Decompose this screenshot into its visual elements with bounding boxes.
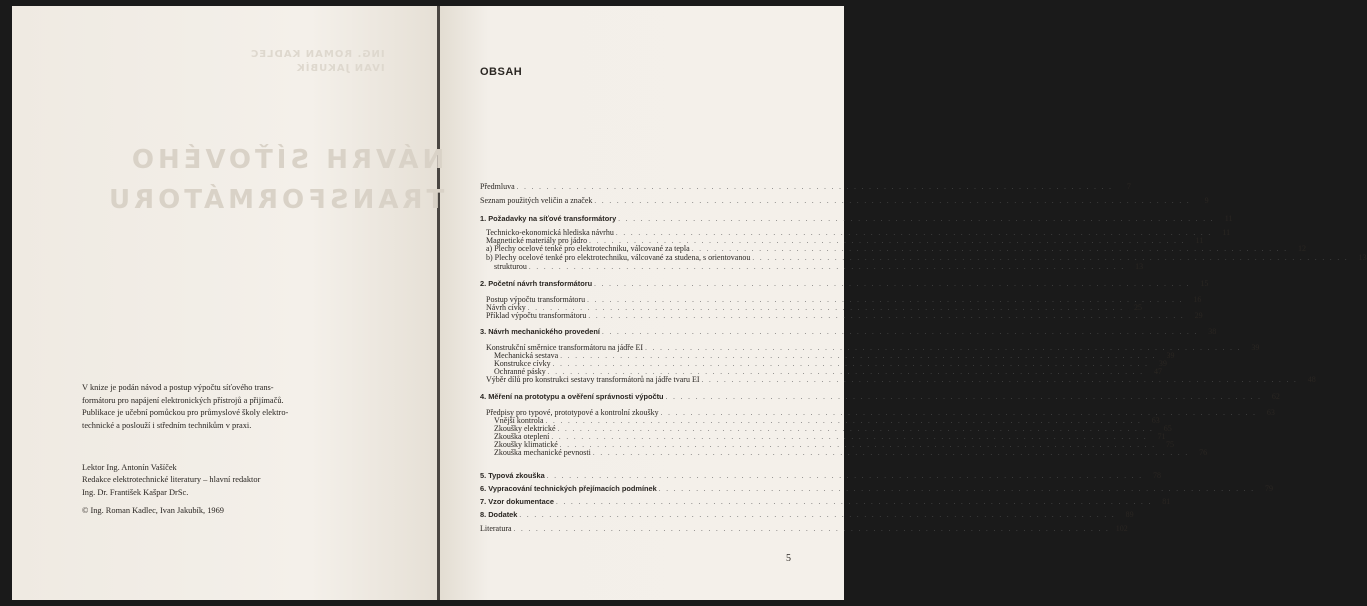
- toc-entry-title: 5. Typová zkouška: [480, 471, 545, 480]
- toc-entry-page: 15: [1200, 279, 1209, 288]
- blurb-line: formátoru pro napájení elektronických přístrojů a přijímačů.: [82, 395, 284, 405]
- left-page: [12, 6, 437, 600]
- toc-leader-dots: . . . . . . . . . . . . . . . . . . . . . . . . . . . . . . . . . . . . . . . . . . . . . . . . . . . . . . . . . . . . . . . . . . . . . . . . . . . . . . . .: [594, 280, 1191, 288]
- toc-entry-title: 3. Návrh mechanického provedení: [480, 327, 600, 336]
- credit-line: Lektor Ing. Antonín Vašíček: [82, 463, 177, 472]
- toc-leader-dots: . . . . . . . . . . . . . . . . . . . . . . . . . . . . . . . . . . . . . . . . . . . . . . . . . . . . . . . . . . . . . . . . . . . . . . . . . . . . . . . .: [513, 525, 1110, 533]
- credits: [82, 462, 342, 499]
- toc-section-row: [480, 482, 1274, 493]
- toc-leader-dots: . . . . . . . . . . . . . . . . . . . . . . . . . . . . . . . . . . . . . . . . . . . . . . . . . . . . . . . . . . . . . . . . . . . . . . . . . . . . . . . .: [665, 393, 1262, 401]
- toc-entry-page: 71: [1157, 432, 1166, 441]
- contents-heading: OBSAH: [480, 66, 523, 78]
- toc-entry-page: 78: [1153, 471, 1162, 480]
- toc-leader-dots: . . . . . . . . . . . . . . . . . . . . . . . . . . . . . . . . . . . . . . . . . . . . . . . . . . . . . . . . . . . . . . . . . . . . . . . . . . . . . . . .: [660, 409, 1257, 417]
- ghost-title-line: TRANSFORMÁTORU: [105, 185, 445, 215]
- toc-row: [480, 373, 1316, 384]
- toc-entry-title: Výběr dílů pro konstrukci sestavy transformátorů na jádře tvaru EI: [486, 375, 700, 384]
- toc-entry-title: Zkouška mechanické pevnosti: [494, 448, 591, 457]
- page-number: 5: [786, 553, 791, 564]
- toc-entry-page: 11: [1195, 236, 1204, 245]
- toc-entry-page: 63: [1266, 408, 1275, 417]
- toc-entry-page: 75: [1166, 440, 1175, 449]
- toc-row: [480, 180, 1131, 191]
- toc-entry-title: Návrh cívky: [486, 303, 526, 312]
- toc-entry-title: Předmluva: [480, 182, 515, 191]
- toc-entry-page: 11: [1224, 214, 1233, 223]
- toc-row: [480, 522, 1128, 533]
- toc-entry-title: Literatura: [480, 524, 512, 533]
- toc-entry-page: 13: [1358, 253, 1367, 262]
- toc-section-row: [480, 277, 1209, 288]
- toc-entry-title: Příklad výpočtu transformátoru: [486, 311, 587, 320]
- toc-entry-title: Konstrukční směrnice transformátoru na jádře EI: [486, 343, 644, 352]
- toc-leader-dots: . . . . . . . . . . . . . . . . . . . . . . . . . . . . . . . . . . . . . . . . . . . . . . . . . . . . . . . . . . . . . . . . . . . . . . . . . . . . . . . .: [618, 215, 1215, 223]
- blurb-line: V knize je podán návod a postup výpočtu síťového trans-: [82, 383, 274, 392]
- toc-section-row: [480, 390, 1280, 401]
- toc-section-row: [480, 495, 1171, 506]
- toc-entry-title: a) Plechy ocelové tenké pro elektrotechniku, válcované za tepla: [486, 244, 690, 253]
- ghost-authors: [250, 48, 385, 76]
- toc-entry-page: 16: [1193, 295, 1202, 304]
- toc-leader-dots: . . . . . . . . . . . . . . . . . . . . . . . . . . . . . . . . . . . . . . . . . . . . . . . . . . . . . . . . . . . . . . . . . . . . . . . . . . . . . . . .: [589, 237, 1186, 245]
- toc-leader-dots: . . . . . . . . . . . . . . . . . . . . . . . . . . . . . . . . . . . . . . . . . . . . . . . . . . . . . . . . . . . . . . . . . . . . . . . . . . . . . . . .: [691, 245, 1288, 253]
- toc-entry-title: 4. Měření na prototypu a ověření správnosti výpočtu: [480, 392, 664, 401]
- toc-leader-dots: . . . . . . . . . . . . . . . . . . . . . . . . . . . . . . . . . . . . . . . . . . . . . . . . . . . . . . . . . . . . . . . . . . . . . . . . . . . . . . . .: [527, 304, 1125, 312]
- toc-leader-dots: . . . . . . . . . . . . . . . . . . . . . . . . . . . . . . . . . . . . . . . . . . . . . . . . . . . . . . . . . . . . . . . . . . . . . . . . . . . . . . . .: [557, 425, 1154, 433]
- toc-leader-dots: . . . . . . . . . . . . . . . . . . . . . . . . . . . . . . . . . . . . . . . . . . . . . . . . . . . . . . . . . . . . . . . . . . . . . . . . . . . . . . . .: [528, 263, 1126, 271]
- toc-row: [480, 446, 1208, 457]
- credit-line: Ing. Dr. František Kašpar DrSc.: [82, 487, 189, 497]
- toc-entry-page: 63: [1151, 416, 1160, 425]
- toc-leader-dots: . . . . . . . . . . . . . . . . . . . . . . . . . . . . . . . . . . . . . . . . . . . . . . . . . . . . . . . . . . . . . . . . . . . . . . . . . . . . . . . .: [592, 449, 1190, 457]
- toc-leader-dots: . . . . . . . . . . . . . . . . . . . . . . . . . . . . . . . . . . . . . . . . . . . . . . . . . . . . . . . . . . . . . . . . . . . . . . . . . . . . . . . .: [587, 296, 1184, 304]
- toc-entry-page: 79: [1265, 484, 1274, 493]
- toc-entry-page: 39: [1251, 343, 1260, 352]
- toc-leader-dots: . . . . . . . . . . . . . . . . . . . . . . . . . . . . . . . . . . . . . . . . . . . . . . . . . . . . . . . . . . . . . . . . . . . . . . . . . . . . . . . .: [615, 229, 1213, 237]
- toc-leader-dots: . . . . . . . . . . . . . . . . . . . . . . . . . . . . . . . . . . . . . . . . . . . . . . . . . . . . . . . . . . . . . . . . . . . . . . . . . . . . . . . .: [555, 498, 1153, 506]
- toc-entry-page: 81: [1162, 497, 1171, 506]
- toc-entry-page: 65: [1163, 424, 1172, 433]
- toc-leader-dots: . . . . . . . . . . . . . . . . . . . . . . . . . . . . . . . . . . . . . . . . . . . . . . . . . . . . . . . . . . . . . . . . . . . . . . . . . . . . . . . .: [601, 328, 1199, 336]
- toc-leader-dots: . . . . . . . . . . . . . . . . . . . . . . . . . . . . . . . . . . . . . . . . . . . . . . . . . . . . . . . . . . . . . . . . . . . . . . . . . . . . . . . .: [701, 376, 1298, 384]
- toc-leader-dots: . . . . . . . . . . . . . . . . . . . . . . . . . . . . . . . . . . . . . . . . . . . . . . . . . . . . . . . . . . . . . . . . . . . . . . . . . . . . . . . .: [658, 485, 1256, 493]
- toc-entry-title: Předpisy pro typové, prototypové a kontrolní zkoušky: [486, 408, 659, 417]
- toc-entry-title: Technicko-ekonomická hlediska návrhu: [486, 228, 614, 237]
- toc-section-row: [480, 212, 1233, 223]
- ghost-author-line: ING. ROMAN KADLEC: [250, 49, 385, 60]
- toc-leader-dots: . . . . . . . . . . . . . . . . . . . . . . . . . . . . . . . . . . . . . . . . . . . . . . . . . . . . . . . . . . . . . . . . . . . . . . . . . . . . . . . .: [560, 352, 1157, 360]
- toc-row: [480, 194, 1209, 205]
- toc-entry-page: 76: [1199, 448, 1208, 457]
- toc-entry-page: 9: [1204, 196, 1209, 205]
- toc-entry-title: 2. Početní návrh transformátoru: [480, 279, 593, 288]
- toc-entry-page: 48: [1307, 375, 1316, 384]
- toc-entry-title: 7. Vzor dokumentace: [480, 497, 554, 506]
- blurb-line: Publikace je učební pomůckou pro průmyslové školy elektro-: [82, 408, 289, 418]
- toc-entry-title: strukturou: [494, 262, 527, 271]
- copyright: © Ing. Roman Kadlec, Ivan Jakubík, 1969: [82, 506, 224, 515]
- toc-entry-title: Seznam použitých veličin a značek: [480, 196, 593, 205]
- toc-entry-title: 6. Vypracování technických přejímacích podmínek: [480, 484, 657, 493]
- ghost-title-line: NÁVRH SÍŤOVÉHO: [127, 145, 445, 175]
- toc-leader-dots: . . . . . . . . . . . . . . . . . . . . . . . . . . . . . . . . . . . . . . . . . . . . . . . . . . . . . . . . . . . . . . . . . . . . . . . . . . . . . . . .: [516, 183, 1113, 191]
- toc-entry-title: Vnější kontrola: [494, 416, 544, 425]
- toc-entry-title: Mechanická sestava: [494, 351, 559, 360]
- toc-entry-page: 38: [1208, 327, 1217, 336]
- toc-row: [480, 260, 1144, 271]
- toc-entry-page: 11: [1222, 228, 1231, 237]
- toc-leader-dots: . . . . . . . . . . . . . . . . . . . . . . . . . . . . . . . . . . . . . . . . . . . . . . . . . . . . . . . . . . . . . . . . . . . . . . . . . . . . . . . .: [559, 441, 1157, 449]
- toc-entry-title: Konstrukce cívky: [494, 359, 551, 368]
- ghost-title: [105, 140, 444, 220]
- book-blurb: [82, 382, 312, 432]
- toc-leader-dots: . . . . . . . . . . . . . . . . . . . . . . . . . . . . . . . . . . . . . . . . . . . . . . . . . . . . . . . . . . . . . . . . . . . . . . . . . . . . . . . .: [552, 360, 1149, 368]
- toc-entry-title: 8. Dodatek: [480, 510, 518, 519]
- toc-entry-page: 29: [1194, 311, 1203, 320]
- toc-entry-title: Ochranné pásky: [494, 367, 546, 376]
- toc-leader-dots: . . . . . . . . . . . . . . . . . . . . . . . . . . . . . . . . . . . . . . . . . . . . . . . . . . . . . . . . . . . . . . . . . . . . . . . . . . . . . . . .: [645, 344, 1242, 352]
- toc-leader-dots: . . . . . . . . . . . . . . . . . . . . . . . . . . . . . . . . . . . . . . . . . . . . . . . . . . . . . . . . . . . . . . . . . . . . . . . . . . . . . . . .: [588, 312, 1185, 320]
- toc-entry-page: 102: [1115, 524, 1128, 533]
- toc-entry-page: 25: [1134, 303, 1143, 312]
- toc-leader-dots: . . . . . . . . . . . . . . . . . . . . . . . . . . . . . . . . . . . . . . . . . . . . . . . . . . . . . . . . . . . . . . . . . . . . . . . . . . . . . . . .: [752, 254, 1349, 262]
- toc-entry-title: Zkoušky klimatické: [494, 440, 558, 449]
- toc-section-row: [480, 508, 1134, 519]
- toc-entry-page: 47: [1154, 367, 1163, 376]
- toc-leader-dots: . . . . . . . . . . . . . . . . . . . . . . . . . . . . . . . . . . . . . . . . . . . . . . . . . . . . . . . . . . . . . . . . . . . . . . . . . . . . . . . .: [551, 433, 1148, 441]
- blurb-line: technické a poslouží i středním technikům v praxi.: [82, 420, 252, 430]
- toc-entry-page: 39: [1158, 359, 1167, 368]
- toc-entry-title: 1. Požadavky na síťové transformátory: [480, 214, 617, 223]
- toc-entry-title: Magnetické materiály pro jádro: [486, 236, 588, 245]
- toc-entry-title: Zkouška oteplení: [494, 432, 550, 441]
- credit-line: Redakce elektrotechnické literatury – hlavní redaktor: [82, 475, 261, 485]
- toc-section-row: [480, 325, 1217, 336]
- toc-entry-title: b) Plechy ocelové tenké pro elektrotechniku, válcované za studena, s orientovanou: [486, 253, 751, 262]
- toc-entry-page: 13: [1135, 262, 1144, 271]
- toc-row: [480, 309, 1203, 320]
- toc-leader-dots: . . . . . . . . . . . . . . . . . . . . . . . . . . . . . . . . . . . . . . . . . . . . . . . . . . . . . . . . . . . . . . . . . . . . . . . . . . . . . . . .: [547, 368, 1145, 376]
- toc-entry-title: Postup výpočtu transformátoru: [486, 295, 586, 304]
- toc-section-row: [480, 469, 1162, 480]
- toc-entry-title: Zkoušky elektrické: [494, 424, 556, 433]
- toc-entry-page: 62: [1271, 392, 1280, 401]
- toc-entry-page: 7: [1126, 182, 1131, 191]
- toc-leader-dots: . . . . . . . . . . . . . . . . . . . . . . . . . . . . . . . . . . . . . . . . . . . . . . . . . . . . . . . . . . . . . . . . . . . . . . . . . . . . . . . .: [519, 511, 1116, 519]
- toc-entry-page: 12: [1297, 244, 1306, 253]
- toc-entry-page: 89: [1125, 510, 1134, 519]
- toc-leader-dots: . . . . . . . . . . . . . . . . . . . . . . . . . . . . . . . . . . . . . . . . . . . . . . . . . . . . . . . . . . . . . . . . . . . . . . . . . . . . . . . .: [546, 472, 1144, 480]
- toc-leader-dots: . . . . . . . . . . . . . . . . . . . . . . . . . . . . . . . . . . . . . . . . . . . . . . . . . . . . . . . . . . . . . . . . . . . . . . . . . . . . . . . .: [594, 197, 1191, 205]
- ghost-author-line: IVAN JAKUBÍK: [296, 63, 385, 74]
- toc-entry-page: 39: [1166, 351, 1175, 360]
- toc-leader-dots: . . . . . . . . . . . . . . . . . . . . . . . . . . . . . . . . . . . . . . . . . . . . . . . . . . . . . . . . . . . . . . . . . . . . . . . . . . . . . . . .: [545, 417, 1142, 425]
